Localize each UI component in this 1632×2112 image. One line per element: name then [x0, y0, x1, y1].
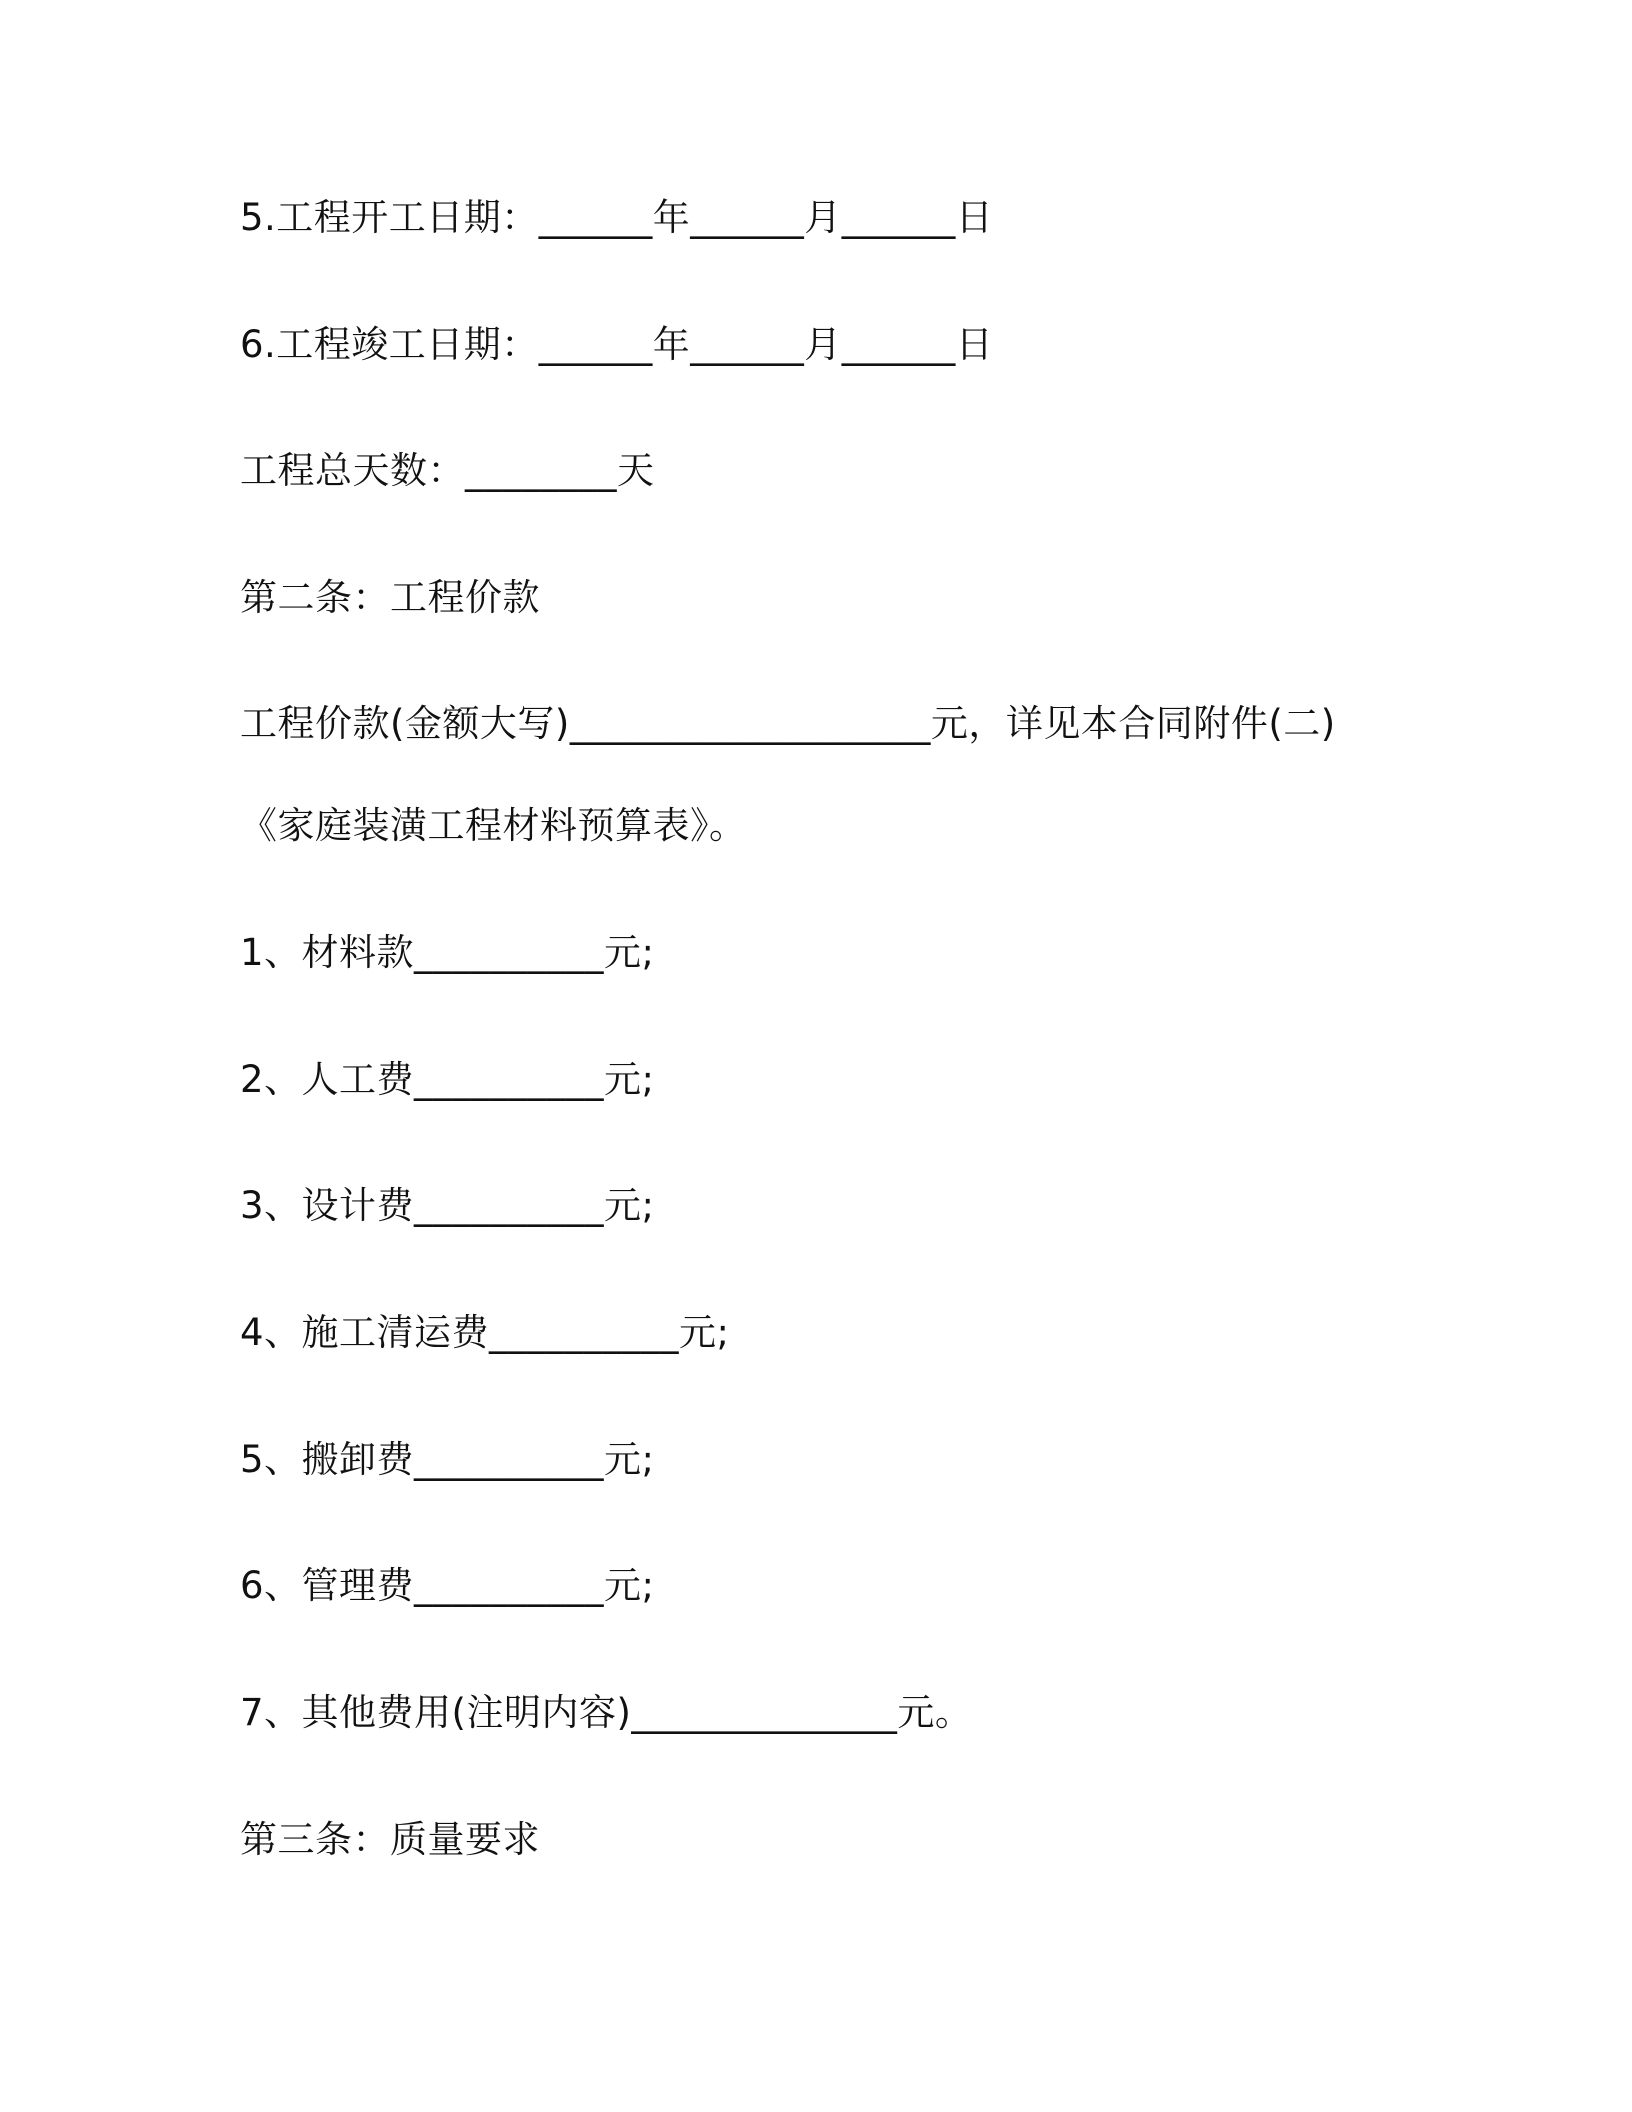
design-fee-line: 3、设计费__________元; — [240, 1184, 655, 1227]
project-price-line: 工程价款(金额大写)___________________元，详见本合同附件(二) — [240, 702, 1336, 745]
completion-date-line: 6.工程竣工日期：______年______月______日 — [240, 323, 994, 366]
cleanup-fee-line: 4、施工清运费__________元; — [240, 1311, 730, 1354]
article-3-heading: 第三条：质量要求 — [240, 1818, 540, 1861]
moving-fee-line: 5、搬卸费__________元; — [240, 1438, 655, 1481]
material-cost-line: 1、材料款__________元; — [240, 931, 655, 974]
management-fee-line: 6、管理费__________元; — [240, 1564, 655, 1607]
article-2-heading: 第二条：工程价款 — [240, 576, 540, 619]
total-days-line: 工程总天数：________天 — [240, 449, 655, 492]
budget-table-reference: 《家庭装潢工程材料预算表》。 — [240, 804, 747, 847]
other-fees-line: 7、其他费用(注明内容)______________元。 — [240, 1691, 973, 1734]
start-date-line: 5.工程开工日期：______年______月______日 — [240, 196, 994, 239]
labor-cost-line: 2、人工费__________元; — [240, 1058, 655, 1101]
